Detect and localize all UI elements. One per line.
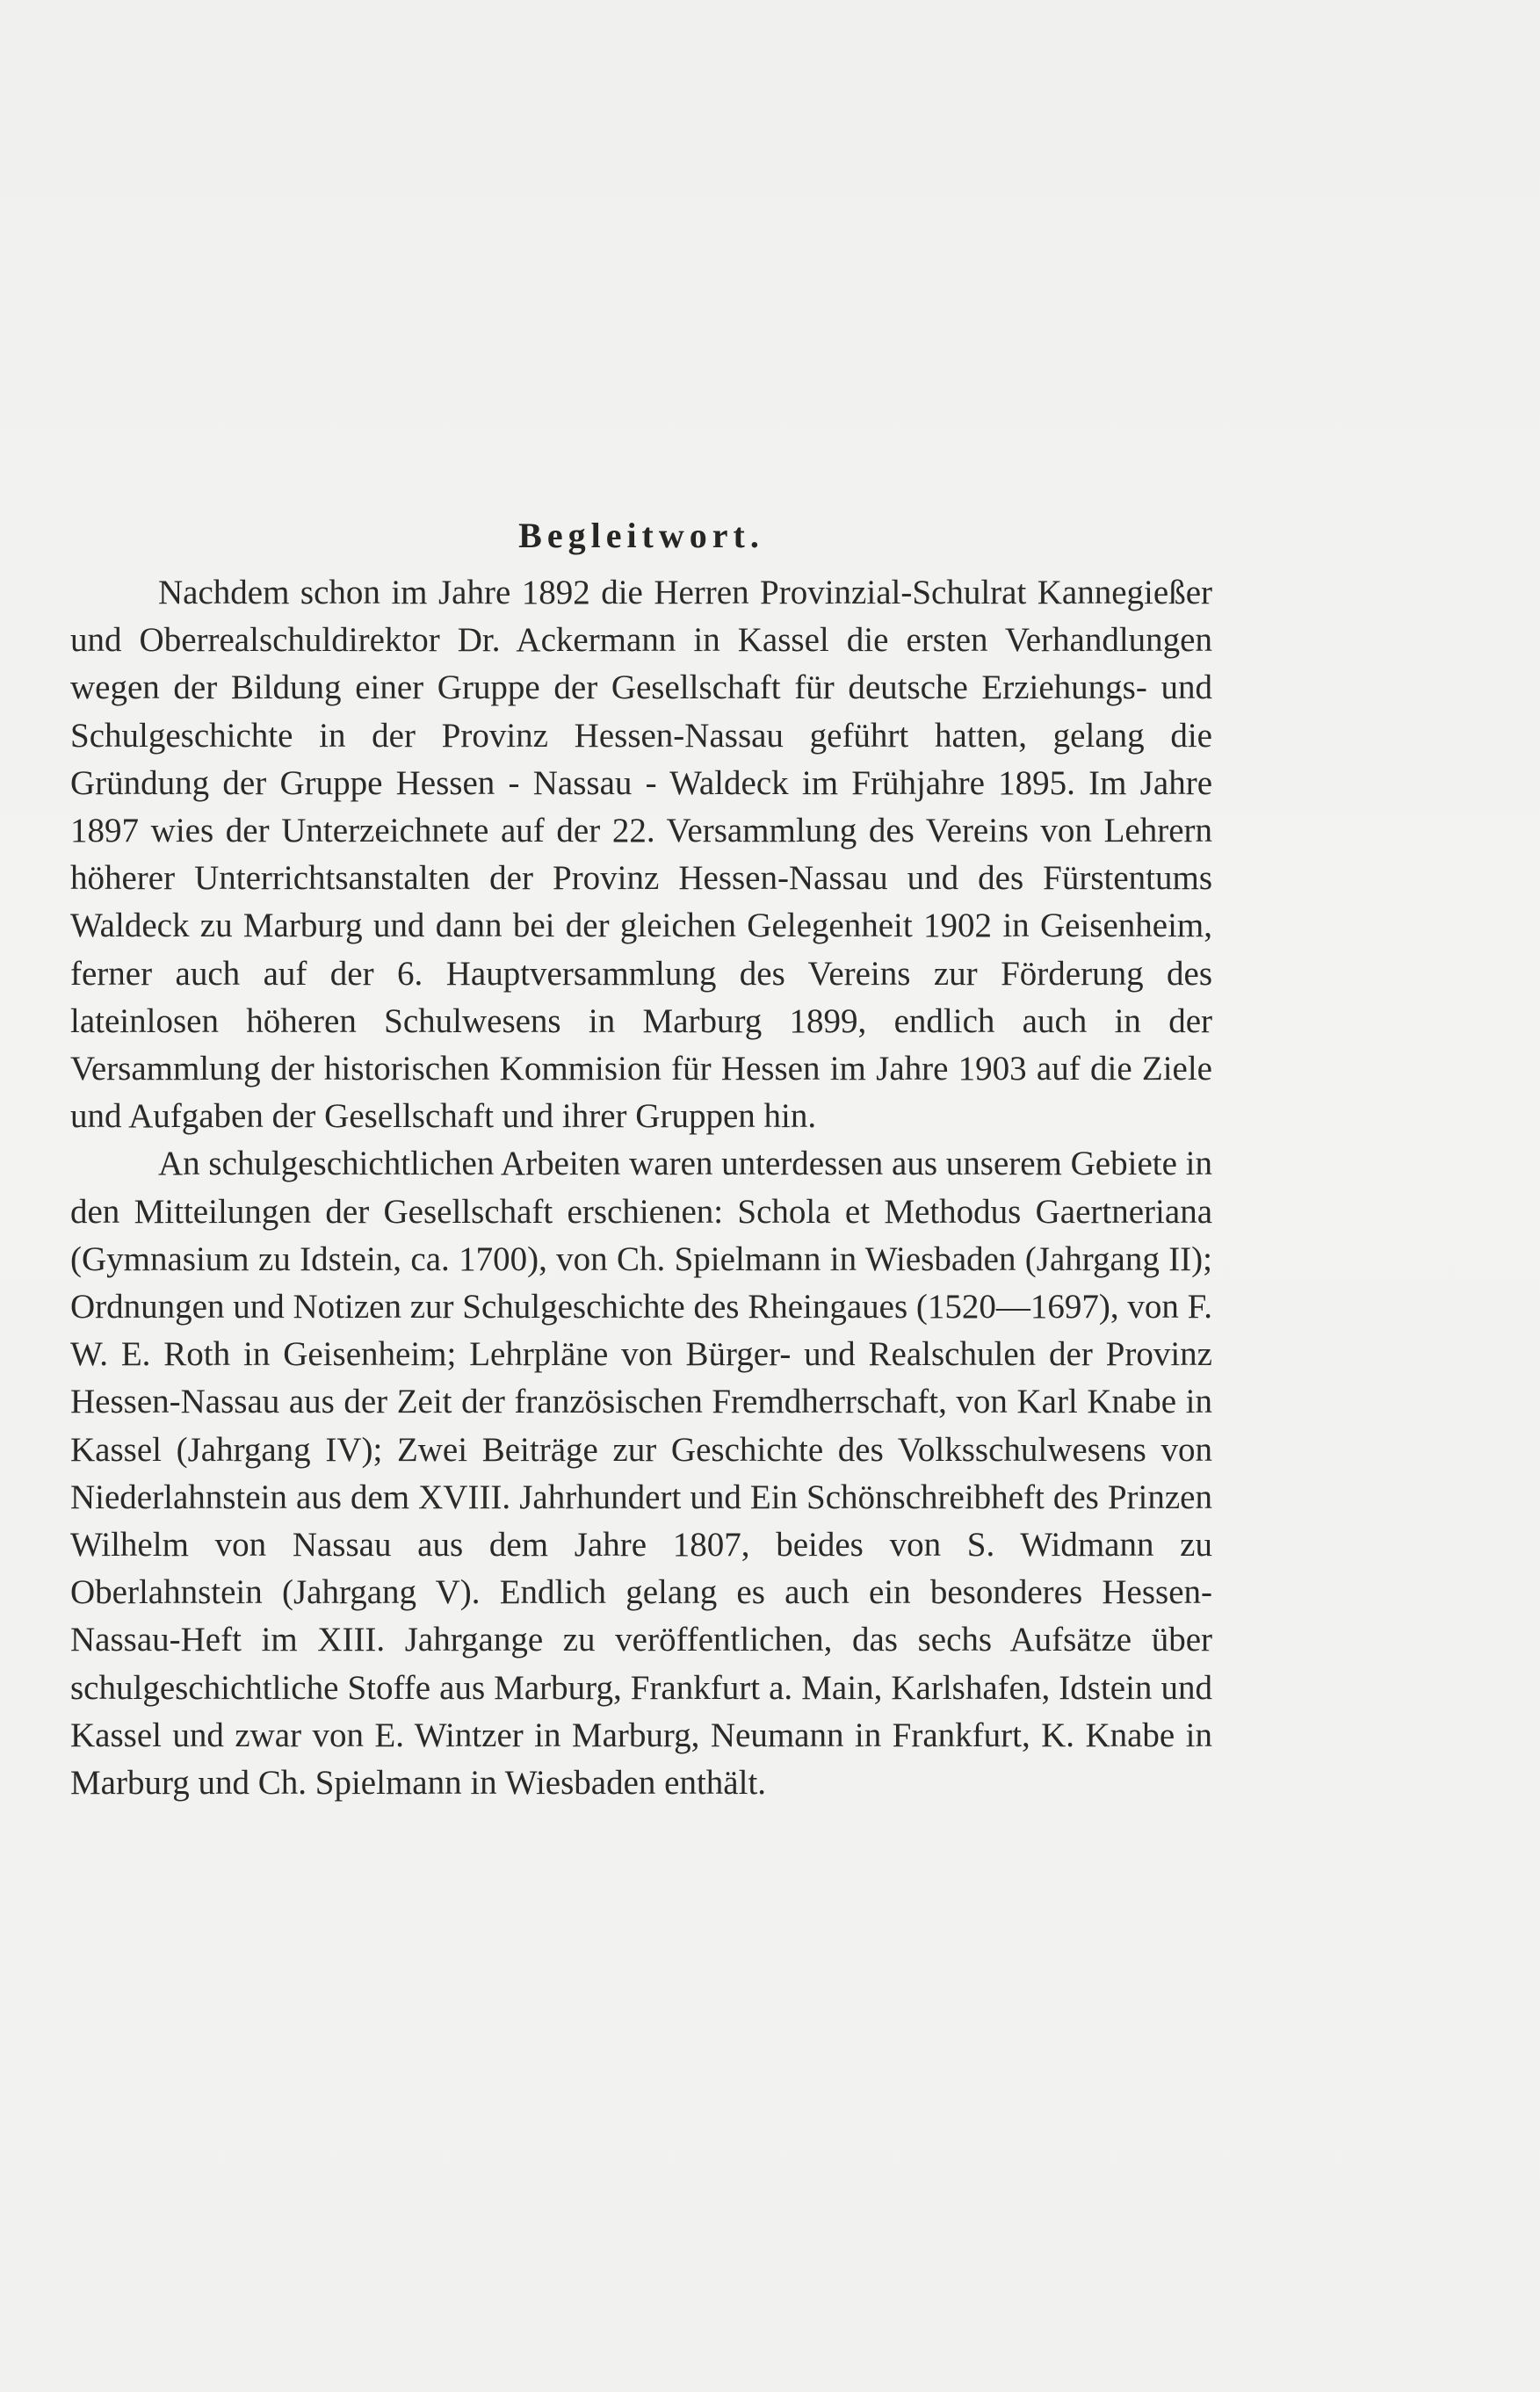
text-block — [70, 509, 1212, 1807]
paragraph-1: Nachdem schon im Jahre 1892 die Herren Provinzial-Schulrat Kannegießer und Oberrealschuldirektor Dr. Ackermann in Kassel die ersten Verhandlungen wegen der Bildung einer Gruppe der Gesellschaft für deutsche Erziehungs- und Schulgeschichte in der Provinz Hessen-Nassau geführt hatten, gelang die Gründung der Gruppe Hessen - Nassau - Waldeck im Frühjahre 1895. Im Jahre 1897 wies der Unterzeichnete auf der 22. Versammlung des Vereins von Lehrern höherer Unterrichtsanstalten der Provinz Hessen-Nassau und des Fürstentums Waldeck zu Marburg und dann bei der gleichen Gelegenheit 1902 in Geisenheim, ferner auch auf der 6. Hauptversammlung des Vereins zur Förderung des lateinlosen höheren Schulwesens in Marburg 1899, endlich auch in der Versammlung der historischen Kommision für Hessen im Jahre 1903 auf die Ziele und Aufgaben der Gesellschaft und ihrer Gruppen hin. — [70, 574, 1212, 1136]
paragraph-2: An schulgeschichtlichen Arbeiten waren unterdessen aus unserem Gebiete in den Mitteilungen der Gesellschaft erschienen: Schola et Methodus Gaertneriana (Gymnasium zu Idstein, ca. 1700), von Ch. Spielmann in Wiesbaden (Jahrgang II); Ordnungen und Notizen zur Schulgeschichte des Rheingaues (1520—1697), von F. W. E. Roth in Geisenheim; Lehrpläne von Bürger- und Realschulen der Provinz Hessen-Nassau aus der Zeit der französischen Fremdherrschaft, von Karl Knabe in Kassel (Jahrgang IV); Zwei Beiträge zur Geschichte des Volksschulwesens von Niederlahnstein aus dem XVIII. Jahrhundert und Ein Schönschreibheft des Prinzen Wilhelm von Nassau aus dem Jahre 1807, beides von S. Widmann zu Oberlahnstein (Jahrgang V). Endlich gelang es auch ein besonderes Hessen-Nassau-Heft im XIII. Jahrgange zu veröffentlichen, das sechs Aufsätze über schulgeschichtliche Stoffe aus Marburg, Frankfurt a. Main, Karlshafen, Idstein und Kassel und zwar von E. Wintzer in Marburg, Neumann in Frankfurt, K. Knabe in Marburg und Ch. Spielmann in Wiesbaden enthält. — [70, 1145, 1212, 1803]
page-heading: Begleitwort. — [518, 516, 764, 555]
